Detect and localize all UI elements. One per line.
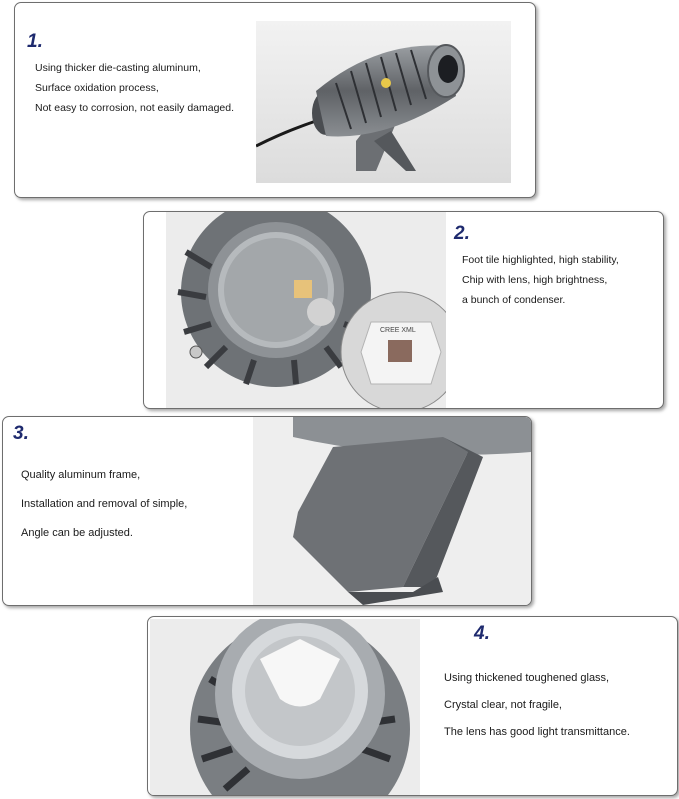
feature-panel-1 xyxy=(14,2,536,198)
section-number: 2. xyxy=(454,223,470,244)
feature-line: The lens has good light transmittance. xyxy=(444,726,630,738)
feature-line: Not easy to corrosion, not easily damaged. xyxy=(35,102,235,114)
section-number: 4. xyxy=(474,623,490,644)
feature-line: Foot tile highlighted, high stability, xyxy=(462,254,619,266)
feature-panel-2 xyxy=(143,211,664,409)
feature-line: Angle can be adjusted. xyxy=(21,527,133,539)
feature-line: Using thicker die-casting aluminum, xyxy=(35,62,201,74)
feature-panel-4 xyxy=(147,616,678,796)
section-text xyxy=(462,250,619,310)
spotlight-side-photo xyxy=(256,21,511,183)
feature-line: a bunch of condenser. xyxy=(462,294,566,306)
section-text xyxy=(21,461,187,548)
section-number: 1. xyxy=(27,31,43,52)
feature-line: Quality aluminum frame, xyxy=(21,469,141,481)
feature-line: Using thickened toughened glass, xyxy=(444,672,610,684)
feature-line: Installation and removal of simple, xyxy=(21,498,188,510)
feature-line: Crystal clear, not fragile, xyxy=(444,699,562,711)
lens-photo xyxy=(150,619,420,795)
feature-panel-3 xyxy=(2,416,532,606)
chip-label: CREE XML xyxy=(380,327,416,334)
feature-line: Surface oxidation process, xyxy=(35,82,159,94)
section-text xyxy=(35,58,234,118)
section-number: 3. xyxy=(13,423,29,444)
feature-line: Chip with lens, high brightness, xyxy=(462,274,608,286)
section-text xyxy=(444,665,630,746)
bracket-photo xyxy=(253,417,531,605)
spotlight-chip-photo xyxy=(166,212,446,408)
